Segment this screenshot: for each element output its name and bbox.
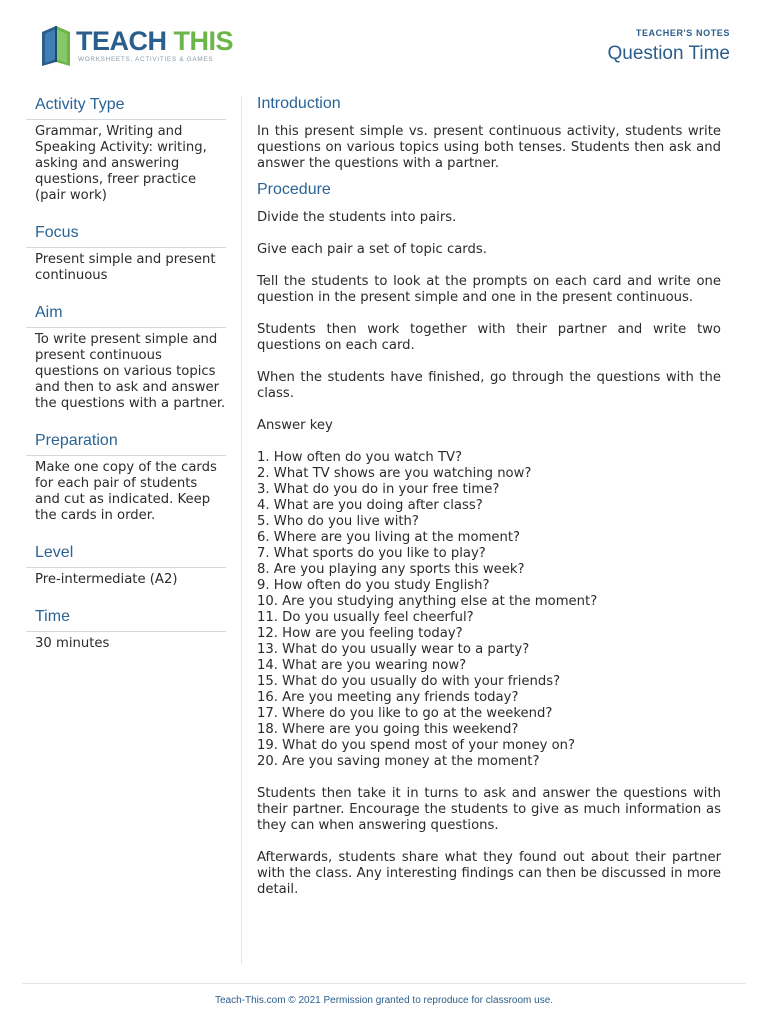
answer-item: 12. How are you feeling today?	[257, 626, 463, 641]
activity-type-text: Grammar, Writing and Speaking Activity: writing, asking and answering questions, freer practice (pair work)	[26, 119, 226, 204]
procedure-step: Students then work together with their partner and write two questions on each card.	[257, 322, 721, 353]
logo-wordmark: TEACH THIS	[76, 26, 234, 56]
answer-item: 6. Where are you living at the moment?	[257, 530, 521, 545]
aim-heading: Aim	[35, 304, 63, 321]
footer-divider	[22, 983, 746, 984]
closing-paragraph: Afterwards, students share what they found out about their partner with the class. Any interesting findings can then be discussed in more detail.	[257, 850, 721, 897]
logo-tagline: WORKSHEETS, ACTIVITIES & GAMES	[78, 56, 214, 63]
teachers-notes-label: TEACHER'S NOTES	[635, 28, 730, 38]
procedure-step: Divide the students into pairs.	[257, 210, 457, 225]
level-text: Pre-intermediate (A2)	[26, 567, 226, 588]
answer-item: 16. Are you meeting any friends today?	[257, 690, 519, 705]
book-icon	[36, 22, 74, 68]
answer-item: 9. How often do you study English?	[257, 578, 490, 593]
focus-heading: Focus	[35, 224, 79, 241]
answer-item: 2. What TV shows are you watching now?	[257, 466, 532, 481]
answer-item: 14. What are you wearing now?	[257, 658, 467, 673]
answer-item: 7. What sports do you like to play?	[257, 546, 486, 561]
answer-item: 10. Are you studying anything else at the moment?	[257, 594, 598, 609]
answer-item: 18. Where are you going this weekend?	[257, 722, 519, 737]
procedure-step: When the students have finished, go through the questions with the class.	[257, 370, 721, 401]
column-divider	[241, 96, 242, 964]
preparation-text: Make one copy of the cards for each pair of students and cut as indicated. Keep the cards in order.	[26, 455, 226, 524]
time-section	[26, 606, 226, 652]
answer-key-list	[257, 450, 721, 770]
level-section	[26, 542, 226, 588]
footer-copyright: Teach-This.com © 2021 Permission granted to reproduce for classroom use.	[214, 995, 554, 1006]
focus-section	[26, 222, 226, 284]
time-heading: Time	[35, 608, 70, 625]
answer-item: 8. Are you playing any sports this week?	[257, 562, 525, 577]
page-title: Question Time	[607, 43, 730, 64]
answer-item: 5. Who do you live with?	[257, 514, 419, 529]
answer-item: 1. How often do you watch TV?	[257, 450, 463, 465]
introduction-text: In this present simple vs. present continuous activity, students write questions on various topics using both tenses. Students then ask and answer the questions with a partner.	[257, 124, 721, 171]
answer-item: 15. What do you usually do with your friends?	[257, 674, 561, 689]
aim-text: To write present simple and present continuous questions on various topics and then to ask and answer the questions with a partner.	[26, 327, 226, 412]
aim-section	[26, 302, 226, 412]
answer-item: 17. Where do you like to go at the weekend?	[257, 706, 553, 721]
preparation-heading: Preparation	[35, 432, 118, 449]
page-header	[0, 0, 768, 80]
time-text: 30 minutes	[26, 631, 226, 652]
level-heading: Level	[35, 544, 74, 561]
teach-this-logo[interactable]	[36, 22, 236, 70]
preparation-section	[26, 430, 226, 524]
answer-item: 11. Do you usually feel cheerful?	[257, 610, 474, 625]
info-sidebar	[26, 94, 226, 670]
answer-item: 13. What do you usually wear to a party?	[257, 642, 530, 657]
procedure-heading: Procedure	[257, 181, 331, 198]
procedure-step: Give each pair a set of topic cards.	[257, 242, 487, 257]
activity-type-heading: Activity Type	[35, 96, 125, 113]
focus-text: Present simple and present continuous	[26, 247, 226, 284]
main-content	[257, 94, 721, 898]
answer-item: 20. Are you saving money at the moment?	[257, 754, 540, 769]
answer-key-label: Answer key	[257, 418, 333, 433]
procedure-step: Tell the students to look at the prompts on each card and write one question in the present simple and one in the present continuous.	[257, 274, 721, 305]
answer-item: 3. What do you do in your free time?	[257, 482, 500, 497]
answer-item: 4. What are you doing after class?	[257, 498, 483, 513]
answer-item: 19. What do you spend most of your money on?	[257, 738, 576, 753]
activity-type-section	[26, 94, 226, 204]
closing-paragraph: Students then take it in turns to ask and answer the questions with their partner. Encourage the students to give as much information as they can when answering questions.	[257, 786, 721, 833]
introduction-heading: Introduction	[257, 95, 341, 112]
